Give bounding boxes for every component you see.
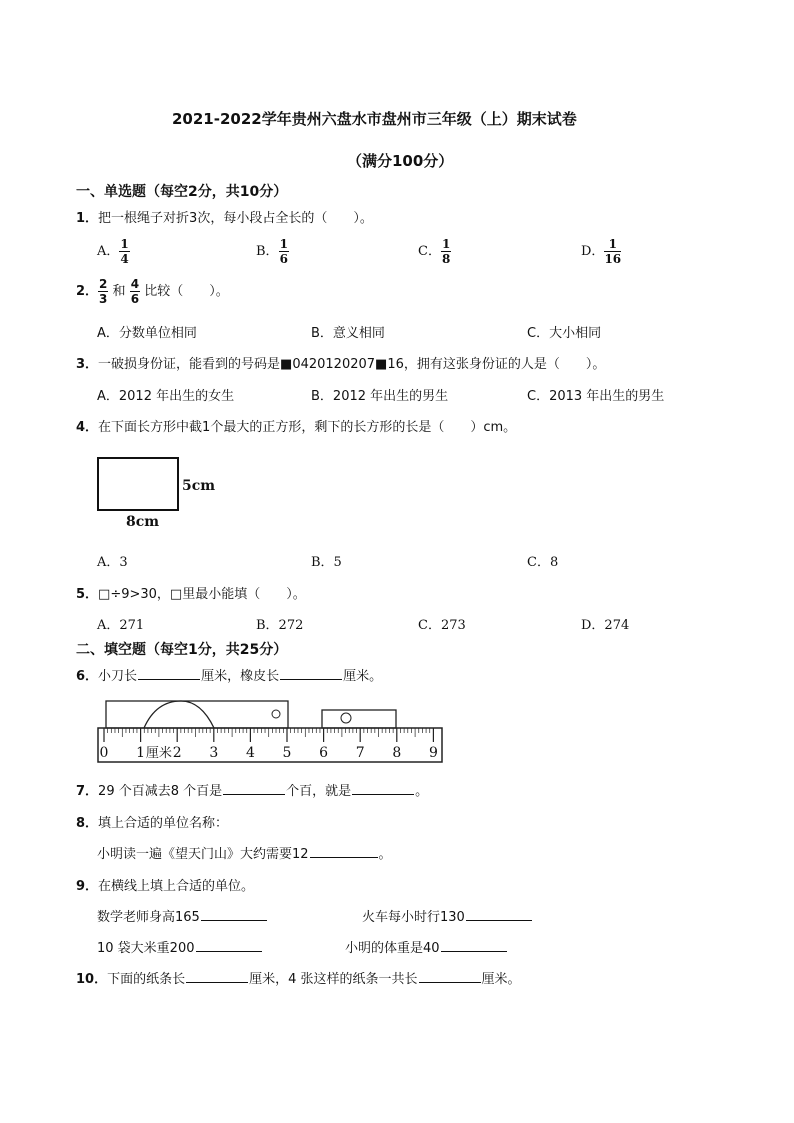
item-text: 火车每小时行130 (362, 910, 465, 925)
question-9 (76, 875, 254, 894)
q3-option-a[interactable]: A．2012 年出生的女生 (97, 389, 235, 404)
section-title-single-choice: 一、单选题（每空2分，共10分） (76, 184, 288, 200)
option-fraction: $\frac{1}{6}$ (279, 237, 288, 266)
question-2 (76, 277, 229, 306)
question-text: 29 个百减去8 个百是 (98, 784, 223, 799)
answer-blank[interactable] (138, 667, 200, 680)
q1-option-d[interactable] (581, 237, 621, 266)
ruler-figure (96, 696, 446, 766)
question-text: 小刀长 (98, 669, 138, 684)
rectangle-figure (90, 450, 230, 535)
ruler-tick-label: 8 (392, 745, 402, 761)
ruler-tick-label: 1 (136, 745, 146, 761)
q2-option-c[interactable]: C．大小相同 (527, 326, 602, 341)
q2-option-b[interactable]: B．意义相同 (311, 326, 385, 341)
option-fraction: $\frac{1}{4}$ (120, 237, 129, 266)
ruler-tick-label: 6 (319, 745, 329, 761)
question-text: 和 (112, 284, 126, 299)
question-text: 厘米。 (481, 972, 521, 987)
q1-option-b[interactable] (256, 237, 289, 266)
section-title-fill-blank: 二、填空题（每空1分，共25分） (76, 642, 288, 658)
question-number: 6． (76, 669, 99, 684)
ruler-tick-label: 9 (428, 745, 438, 761)
question-text: □÷9>30，□里最小能填（ ）。 (98, 587, 306, 602)
q3-option-c[interactable]: C．2013 年出生的男生 (527, 389, 665, 404)
fraction-1: $\frac{2}{3}$ (99, 277, 108, 306)
answer-blank[interactable] (466, 908, 532, 921)
fraction-2: $\frac{4}{6}$ (130, 277, 140, 306)
q5-option-d[interactable]: D．274 (581, 618, 630, 633)
question-text: 个百，就是 (286, 784, 352, 799)
knife-handle (144, 701, 214, 728)
page-subtitle: （满分100分） (347, 152, 454, 170)
option-label: D． (581, 244, 605, 259)
question-text: 下面的纸条长 (107, 972, 186, 987)
ruler-tick-label: 7 (355, 745, 365, 761)
rectangle-shape (98, 458, 178, 510)
answer-blank[interactable] (419, 970, 481, 983)
q4-option-b[interactable]: B．5 (311, 555, 342, 570)
q9-item-4 (345, 937, 508, 956)
option-label: B． (256, 244, 279, 259)
question-text: 把一根绳子对折3次，每小段占全长的（ ）。 (98, 211, 373, 226)
option-label: C． (418, 244, 441, 259)
answer-blank[interactable] (201, 908, 267, 921)
question-number: 10． (76, 972, 108, 987)
question-number: 7． (76, 784, 99, 799)
item-text: 数学老师身高165 (97, 910, 200, 925)
q9-item-3 (97, 937, 263, 956)
item-text: 10 袋大米重200 (97, 941, 195, 956)
question-number: 2． (76, 284, 99, 299)
question-text: 厘米，橡皮长 (201, 669, 280, 684)
question-number: 5． (76, 587, 99, 602)
question-text: 小明读一遍《望天门山》大约需要12 (97, 847, 309, 862)
question-8 (76, 812, 228, 831)
ruler-tick-label: 0 (99, 745, 109, 761)
question-6 (76, 665, 382, 684)
q1-option-a[interactable] (97, 237, 130, 266)
ruler-tick-label: 2 (172, 745, 182, 761)
question-1 (76, 207, 373, 226)
question-text: 一破损身份证，能看到的号码是■0420120207■16，拥有这张身份证的人是（ ）。 (98, 357, 606, 372)
answer-blank[interactable] (310, 845, 378, 858)
q5-option-c[interactable]: C．273 (418, 618, 466, 633)
rectangle-width-label: 8cm (126, 514, 160, 530)
ruler-tick-label: 3 (209, 745, 219, 761)
question-number: 9． (76, 879, 99, 894)
q8-line (97, 843, 392, 862)
question-3 (76, 353, 605, 372)
ruler-ticks (100, 728, 438, 761)
question-4 (76, 416, 516, 435)
question-number: 4． (76, 420, 99, 435)
knife (106, 701, 288, 728)
option-label: A． (97, 244, 120, 259)
ruler-tick-label: 4 (245, 745, 255, 761)
question-text: 填上合适的单位名称： (98, 816, 229, 831)
q3-option-b[interactable]: B．2012 年出生的男生 (311, 389, 449, 404)
ruler-tick-label: 5 (282, 745, 292, 761)
question-text: 。 (378, 847, 392, 862)
knife-hole (272, 710, 280, 718)
answer-blank[interactable] (441, 939, 507, 952)
question-10 (76, 968, 521, 987)
answer-blank[interactable] (186, 970, 248, 983)
answer-blank[interactable] (280, 667, 342, 680)
question-number: 8． (76, 816, 99, 831)
q5-option-a[interactable]: A．271 (97, 618, 145, 633)
ruler-unit-label: 厘米 (145, 746, 172, 761)
answer-blank[interactable] (352, 782, 414, 795)
question-5 (76, 583, 306, 602)
question-text: 在横线上填上合适的单位。 (98, 879, 255, 894)
q9-item-2 (362, 906, 533, 925)
answer-blank[interactable] (196, 939, 262, 952)
item-text: 小明的体重是40 (345, 941, 440, 956)
q5-option-b[interactable]: B．272 (256, 618, 304, 633)
option-fraction: $\frac{1}{8}$ (441, 237, 451, 266)
q4-option-a[interactable]: A．3 (97, 555, 128, 570)
question-text: 厘米。 (343, 669, 383, 684)
eraser-logo-icon (341, 713, 351, 723)
question-7 (76, 780, 428, 799)
question-text: 。 (415, 784, 429, 799)
q2-option-a[interactable]: A．分数单位相同 (97, 326, 197, 341)
question-number: 3． (76, 357, 99, 372)
eraser (322, 710, 396, 728)
q9-item-1 (97, 906, 268, 925)
q1-option-c[interactable] (418, 237, 451, 266)
rectangle-height-label: 5cm (182, 478, 216, 494)
question-text: 厘米，4 张这样的纸条一共长 (249, 972, 418, 987)
option-fraction: $\frac{1}{16}$ (604, 237, 622, 266)
question-text: 比较（ ）。 (144, 284, 229, 299)
question-text: 在下面长方形中截1个最大的正方形，剩下的长方形的长是（ ）cm。 (98, 420, 517, 435)
question-number: 1． (76, 211, 99, 226)
q4-option-c[interactable]: C．8 (527, 555, 559, 570)
page-title: 2021-2022学年贵州六盘水市盘州市三年级（上）期末试卷 (172, 110, 577, 128)
answer-blank[interactable] (223, 782, 285, 795)
